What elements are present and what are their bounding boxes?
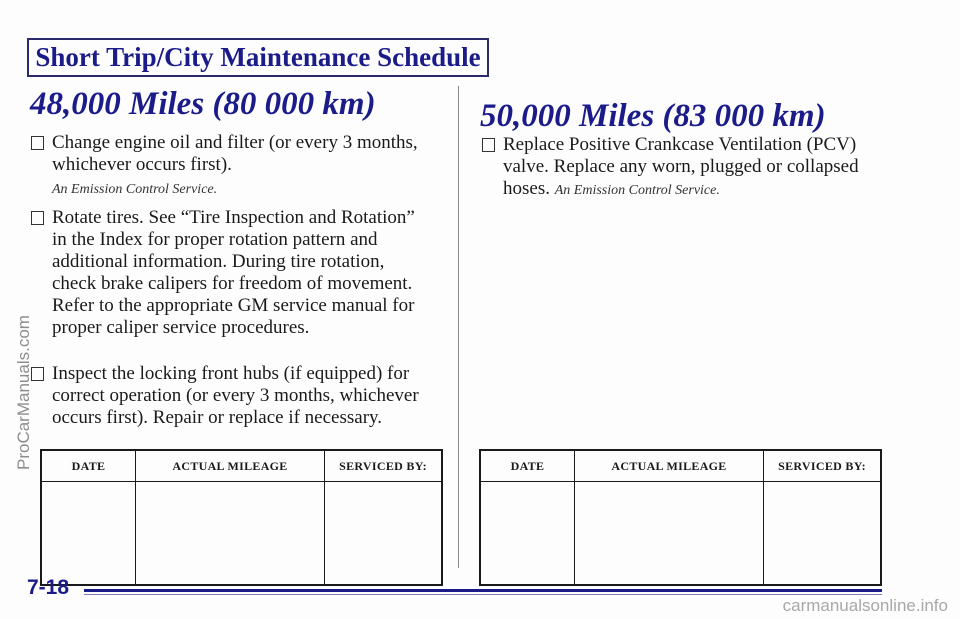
footer-rule: [84, 589, 882, 592]
mileage-cell[interactable]: [136, 482, 325, 586]
left-item-tires-text: Rotate tires. See “Tire Inspection and Rotation” in the Index for proper rotation pattern and additional information. During tire rotation, check brake calipers for freedom of movement. Refer to the appropriate GM service manual for proper caliper service procedures.: [52, 207, 415, 338]
checkbox-icon[interactable]: [31, 211, 44, 225]
table-header-date: DATE: [480, 450, 575, 482]
left-item-hubs: [31, 363, 433, 429]
mileage-cell[interactable]: [575, 482, 764, 586]
table-header-mileage: ACTUAL MILEAGE: [136, 450, 325, 482]
section-title: Short Trip/City Maintenance Schedule: [35, 42, 481, 72]
right-service-record-table: [479, 449, 882, 586]
page-number: 7-18: [27, 576, 70, 599]
left-emission-note: An Emission Control Service.: [52, 182, 218, 197]
section-header: [27, 38, 489, 77]
left-service-record-table: [40, 449, 443, 586]
bottom-watermark: carmanualsonline.info: [782, 596, 948, 615]
right-emission-note: An Emission Control Service.: [554, 183, 720, 198]
table-header-date: DATE: [41, 450, 136, 482]
side-watermark: ProCarManuals.com: [14, 315, 33, 470]
date-cell[interactable]: [41, 482, 136, 586]
table-header-serviced-by: SERVICED BY:: [325, 450, 443, 482]
column-divider: [458, 86, 459, 568]
right-item-pcv-text: Replace Positive Crankcase Ventilation (PCV) valve. Replace any worn, plugged or collapsed hoses. An Emission Control Service.: [503, 134, 859, 199]
table-header-serviced-by: SERVICED BY:: [764, 450, 882, 482]
date-cell[interactable]: [480, 482, 575, 586]
left-item-hubs-text: Inspect the locking front hubs (if equipped) for correct operation (or every 3 months, whichever occurs first). Repair or replace if necessary.: [52, 363, 419, 428]
checkbox-icon[interactable]: [482, 138, 495, 152]
serviced-by-cell[interactable]: [764, 482, 882, 586]
footer-rule-thin: [84, 594, 882, 595]
left-item-tires: [31, 207, 431, 339]
checkbox-icon[interactable]: [31, 136, 44, 150]
table-header-mileage: ACTUAL MILEAGE: [575, 450, 764, 482]
right-item-pcv: [482, 134, 892, 202]
serviced-by-cell[interactable]: [325, 482, 443, 586]
right-mileage-heading: 50,000 Miles (83 000 km): [480, 98, 826, 134]
left-mileage-heading: 48,000 Miles (80 000 km): [30, 86, 376, 122]
left-item-oil: [31, 132, 431, 176]
left-item-oil-text: Change engine oil and filter (or every 3 months, whichever occurs first).: [52, 132, 418, 175]
